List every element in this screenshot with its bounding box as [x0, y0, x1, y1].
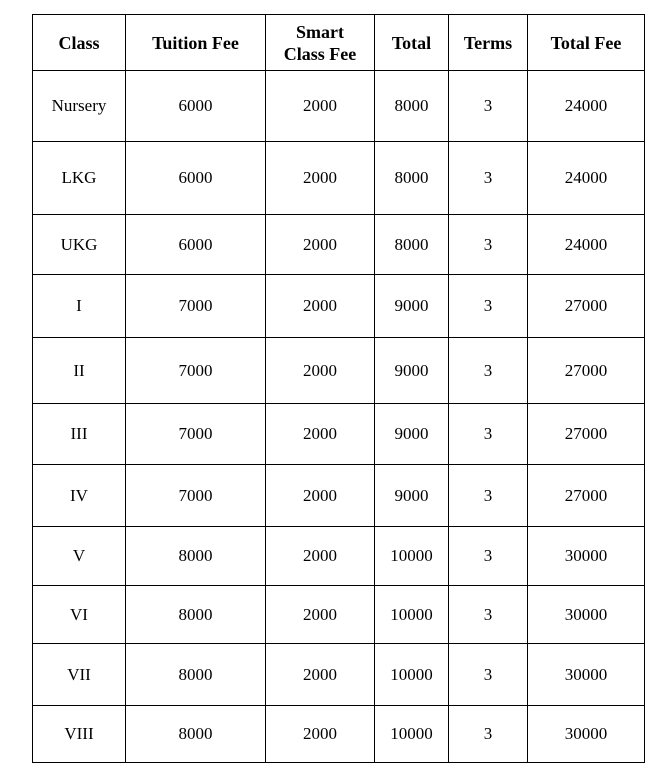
cell-smart-class-fee: 2000 [266, 275, 375, 338]
cell-smart-class-fee: 2000 [266, 465, 375, 527]
cell-terms: 3 [449, 404, 528, 465]
cell-class: UKG [33, 215, 126, 275]
cell-total-fee: 30000 [528, 586, 645, 644]
cell-tuition-fee: 8000 [126, 644, 266, 706]
table-row [33, 338, 645, 404]
cell-total: 9000 [375, 465, 449, 527]
cell-tuition-fee: 8000 [126, 706, 266, 763]
header-class: Class [33, 15, 126, 71]
cell-tuition-fee: 8000 [126, 527, 266, 586]
cell-tuition-fee: 7000 [126, 465, 266, 527]
cell-class: VII [33, 644, 126, 706]
cell-total-fee: 27000 [528, 275, 645, 338]
cell-total: 8000 [375, 142, 449, 215]
table-row [33, 706, 645, 763]
cell-smart-class-fee: 2000 [266, 71, 375, 142]
table-row [33, 465, 645, 527]
cell-smart-class-fee: 2000 [266, 215, 375, 275]
cell-total: 9000 [375, 275, 449, 338]
fee-table-body [33, 71, 645, 763]
cell-smart-class-fee: 2000 [266, 142, 375, 215]
cell-class: Nursery [33, 71, 126, 142]
cell-terms: 3 [449, 142, 528, 215]
table-row [33, 71, 645, 142]
header-smart-class-fee: Smart Class Fee [266, 15, 375, 71]
table-row [33, 142, 645, 215]
cell-class: I [33, 275, 126, 338]
cell-total: 10000 [375, 527, 449, 586]
cell-class: VIII [33, 706, 126, 763]
cell-terms: 3 [449, 465, 528, 527]
header-total-fee: Total Fee [528, 15, 645, 71]
cell-tuition-fee: 6000 [126, 71, 266, 142]
cell-class: III [33, 404, 126, 465]
cell-terms: 3 [449, 71, 528, 142]
table-row [33, 586, 645, 644]
cell-total: 8000 [375, 215, 449, 275]
cell-total: 10000 [375, 706, 449, 763]
cell-terms: 3 [449, 527, 528, 586]
cell-total: 9000 [375, 404, 449, 465]
cell-total: 9000 [375, 338, 449, 404]
cell-smart-class-fee: 2000 [266, 706, 375, 763]
fee-table-header [33, 15, 645, 71]
fee-table [32, 14, 645, 763]
cell-total: 10000 [375, 644, 449, 706]
cell-tuition-fee: 8000 [126, 586, 266, 644]
header-tuition-fee: Tuition Fee [126, 15, 266, 71]
header-terms: Terms [449, 15, 528, 71]
cell-total-fee: 24000 [528, 71, 645, 142]
cell-tuition-fee: 7000 [126, 338, 266, 404]
cell-total: 10000 [375, 586, 449, 644]
cell-class: VI [33, 586, 126, 644]
cell-tuition-fee: 6000 [126, 215, 266, 275]
cell-total-fee: 24000 [528, 142, 645, 215]
cell-smart-class-fee: 2000 [266, 586, 375, 644]
cell-class: V [33, 527, 126, 586]
cell-smart-class-fee: 2000 [266, 338, 375, 404]
header-row [33, 15, 645, 71]
table-row [33, 275, 645, 338]
table-row [33, 644, 645, 706]
table-row [33, 527, 645, 586]
cell-terms: 3 [449, 215, 528, 275]
cell-class: II [33, 338, 126, 404]
cell-tuition-fee: 6000 [126, 142, 266, 215]
cell-smart-class-fee: 2000 [266, 404, 375, 465]
cell-terms: 3 [449, 706, 528, 763]
cell-total-fee: 30000 [528, 706, 645, 763]
cell-total-fee: 30000 [528, 527, 645, 586]
cell-tuition-fee: 7000 [126, 275, 266, 338]
table-row [33, 404, 645, 465]
cell-class: LKG [33, 142, 126, 215]
cell-total-fee: 24000 [528, 215, 645, 275]
cell-smart-class-fee: 2000 [266, 527, 375, 586]
cell-terms: 3 [449, 644, 528, 706]
cell-terms: 3 [449, 586, 528, 644]
cell-total-fee: 27000 [528, 338, 645, 404]
header-total: Total [375, 15, 449, 71]
cell-total: 8000 [375, 71, 449, 142]
cell-total-fee: 27000 [528, 404, 645, 465]
cell-terms: 3 [449, 275, 528, 338]
cell-total-fee: 30000 [528, 644, 645, 706]
cell-class: IV [33, 465, 126, 527]
cell-tuition-fee: 7000 [126, 404, 266, 465]
cell-terms: 3 [449, 338, 528, 404]
cell-total-fee: 27000 [528, 465, 645, 527]
cell-smart-class-fee: 2000 [266, 644, 375, 706]
table-row [33, 215, 645, 275]
